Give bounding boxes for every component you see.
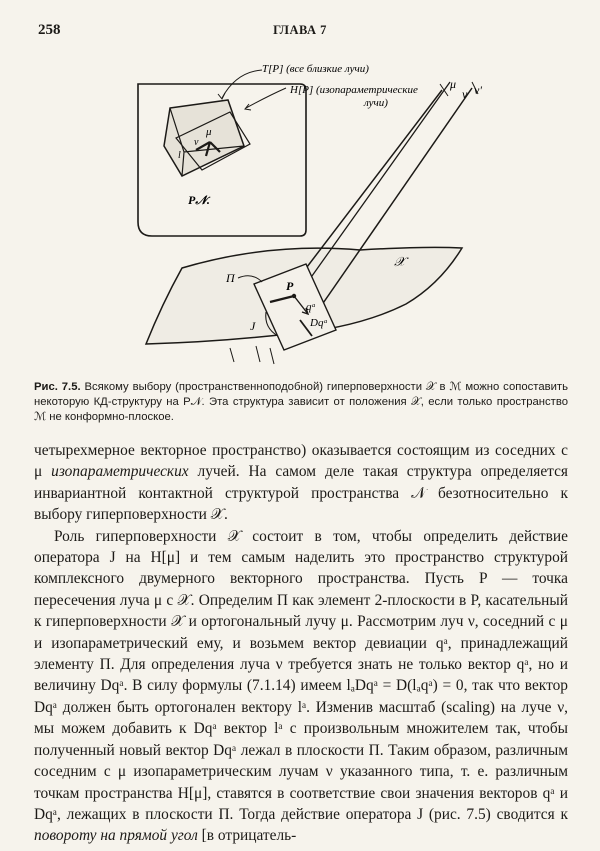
- paragraph-2: [34, 526, 568, 847]
- label-hypersurface: 𝒳: [394, 254, 406, 269]
- label-nu-inner: ν: [194, 137, 199, 148]
- figure-caption: [34, 380, 568, 425]
- label-pn: P𝒩.: [188, 193, 210, 207]
- label-j: J: [250, 319, 256, 333]
- paragraph-2-start: Роль гиперповерхности 𝒳 состоит в том, чтобы определить действие оператора J на H[μ] и тем самым наделить это пространство структурой комплексного двумерного векторного пространства. Пусть P — точка пересечения луча μ с 𝒳. Определим П как элемент 2-плоскости в P, касательный к гиперповерхности 𝒳 и ортогональный лучу μ. Рассмотрим луч ν, соседний с μ и изопараметрический ему, и возьмем вектор девиации qᵃ, принадлежащий элементу П. Для определения луча ν требуется знать не только вектор qᵃ, но и величину Dqᵃ. В силу формулы (7.1.14) имеем lₐDqᵃ = D(lₐqᵃ) = 0, так что вектор Dqᵃ должен быть ортогонален вектору lᵃ. Изменив масштаб (scaling) на луче ν, мы можем добавить к Dqᵃ вектор lᵃ с произвольным множителем так, чтобы полученный новый вектор Dqᵃ лежал в плоскости П. Таким образом, различным соседним с μ изопараметрическим лучам ν указанного типа, т. е. различным точкам пространства H[μ], ставятся в соответствие свои значения векторов qᵃ и Dqᵃ, лежащих в плоскости П. Тогда действие оператора J (рис. 7.5) сводится к: [34, 527, 568, 823]
- caption-title: Рис. 7.5.: [34, 381, 81, 393]
- label-mu-inner: μ: [206, 126, 212, 138]
- label-nu: ν: [462, 87, 468, 101]
- label-qa: qᵃ: [306, 301, 316, 313]
- figure-7-5: [110, 52, 490, 372]
- label-nu-prime: ν': [474, 83, 482, 97]
- paragraph-1-end: лучей. На самом деле такая структура определяется инвариантной контактной структурой пространства 𝒩 безотносительно к выбору гиперповерхности 𝒳.: [34, 463, 568, 524]
- paragraph-2-emphasis: повороту на прямой угол: [34, 827, 198, 845]
- label-pi: П: [226, 271, 235, 285]
- label-l-inner: l: [178, 150, 181, 161]
- page-number: 258: [38, 22, 61, 38]
- body-text: [34, 440, 568, 847]
- label-p: P: [286, 279, 294, 293]
- paragraph-1: [34, 440, 568, 526]
- caption-text: Всякому выбору (пространственноподобной) гиперповерхности 𝒳 в ℳ можно сопоставить некоторую КД-структуру на P𝒩. Эта структура зависит от положения 𝒳, если только пространство ℳ не конформно-плоское.: [34, 381, 568, 423]
- label-tp: T[P] (все близкие лучи): [262, 63, 369, 75]
- label-dqa: Dqᵃ: [310, 317, 328, 329]
- label-mu: μ: [450, 77, 457, 91]
- paragraph-1-emphasis: изопараметрических: [51, 463, 189, 481]
- paragraph-1-start: четырехмерное векторное пространство) оказывается состоящим из соседних с μ: [34, 442, 568, 481]
- paragraph-2-end: [в отрицатель-: [201, 827, 297, 845]
- figure-drawing: [110, 52, 490, 372]
- label-hp: H[P] (изопараметрические: [290, 84, 418, 96]
- running-head: ГЛАВА 7: [273, 23, 327, 37]
- label-hp-2: лучи): [364, 97, 388, 109]
